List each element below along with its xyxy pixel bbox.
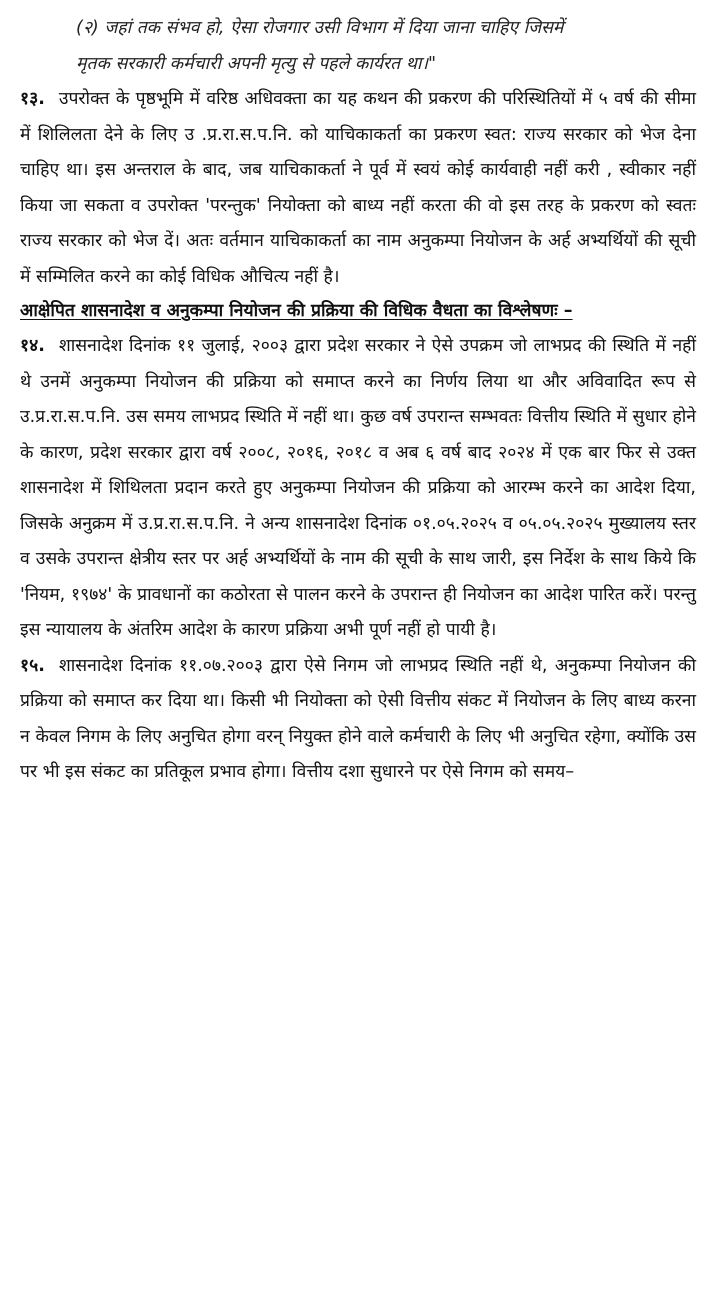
quoted-rule-block <box>20 10 696 82</box>
paragraph-14-text: शासनादेश दिनांक ११ जुलाई, २००३ द्वारा प्रदेश सरकार ने ऐसे उपक्रम जो लाभप्रद की स्थिति में नहीं थे उनमें अनुकम्पा नियोजन की प्रक्रिया को समाप्त करने का निर्णय लिया था और अविवादित रूप से उ.प्र.रा.स.प.नि. उस समय लाभप्रद स्थिति में नहीं था। कुछ वर्ष उपरान्त सम्भवतः वित्तीय स्थिति में सुधार होने के कारण, प्रदेश सरकार द्वारा वर्ष २००८, २०१६, २०१८ व अब ६ वर्ष बाद २०२४ में एक बार फिर से उक्त शासनादेश में शिथिलता प्रदान करते हुए अनुकम्पा नियोजन की प्रक्रिया को आरम्भ करने का आदेश दिया, जिसके अनुक्रम में उ.प्र.रा.स.प.नि. ने अन्य शासनादेश दिनांक ०१.०५.२०२५ व ०५.०५.२०२५ मुख्यालय स्तर व उसके उपरान्त क्षेत्रीय स्तर पर अर्ह अभ्यर्थियों के नाम की सूची के साथ जारी, इस निर्देश के साथ किये कि 'नियम, १९७४' के प्रावधानों का कठोरता से पालन करने के उपरान्त ही नियोजन का आदेश पारित करें। परन्तु इस न्यायालय के अंतरिम आदेश के कारण प्रक्रिया अभी पूर्ण नहीं हो पायी है। <box>20 336 696 640</box>
paragraph-14-number: १४. <box>20 336 45 356</box>
paragraph-13-text: उपरोक्त के पृष्ठभूमि में वरिष्ठ अधिवक्ता का यह कथन की प्रकरण की परिस्थितियों में ५ वर्ष की सीमा में शिलिलता देने के लिए उ .प्र.रा.स.प.नि. को याचिकाकर्ता का प्रकरण स्वत: राज्य सरकार को भेज देना चाहिए था। इस अन्तराल के बाद, जब याचिकाकर्ता ने पूर्व में स्वयं कोई कार्यवाही नहीं करी , स्वीकार नहीं किया जा सकता व उपरोक्त 'परन्तुक' नियोक्ता को बाध्य नहीं करता की वो इस तरह के प्रकरण को स्वतः राज्य सरकार को भेज दें। अतः वर्तमान याचिकाकर्ता का नाम अनुकम्पा नियोजन के अर्ह अभ्यर्थियों की सूची में सम्मिलित करने का कोई विधिक औचित्य नहीं है। <box>20 89 696 287</box>
paragraph-14 <box>20 329 696 649</box>
paragraph-13 <box>20 82 696 295</box>
paragraph-15-text: शासनादेश दिनांक ११.०७.२००३ द्वारा ऐसे निगम जो लाभप्रद स्थिति नहीं थे, अनुकम्पा नियोजन की प्रक्रिया को समाप्त कर दिया था। किसी भी नियोक्ता को ऐसी वित्तीय संकट में नियोजन के लिए बाध्य करना न केवल निगम के लिए अनुचित होगा वरन् नियुक्त होने वाले कर्मचारी के लिए भी अनुचित रहेगा, क्योंकि उस पर भी इस संकट का प्रतिकूल प्रभाव होगा। वित्तीय दशा सुधारने पर ऐसे निगम को समय– <box>20 655 696 782</box>
quote-line-1: (२) जहां तक संभव हो, ऐसा रोजगार उसी विभाग में दिया जाना चाहिए जिसमें <box>76 18 564 38</box>
paragraph-15 <box>20 649 696 791</box>
quote-line-2: मृतक सरकारी कर्मचारी अपनी मृत्यु से पहले कार्यरत था।" <box>76 54 437 74</box>
paragraph-15-number: १५. <box>20 655 45 676</box>
section-heading: आक्षेपित शासनादेश व अनुकम्पा नियोजन की प्रक्रिया की विधिक वैधता का विश्लेषणः – <box>20 301 573 321</box>
paragraph-13-number: १३. <box>20 89 45 109</box>
